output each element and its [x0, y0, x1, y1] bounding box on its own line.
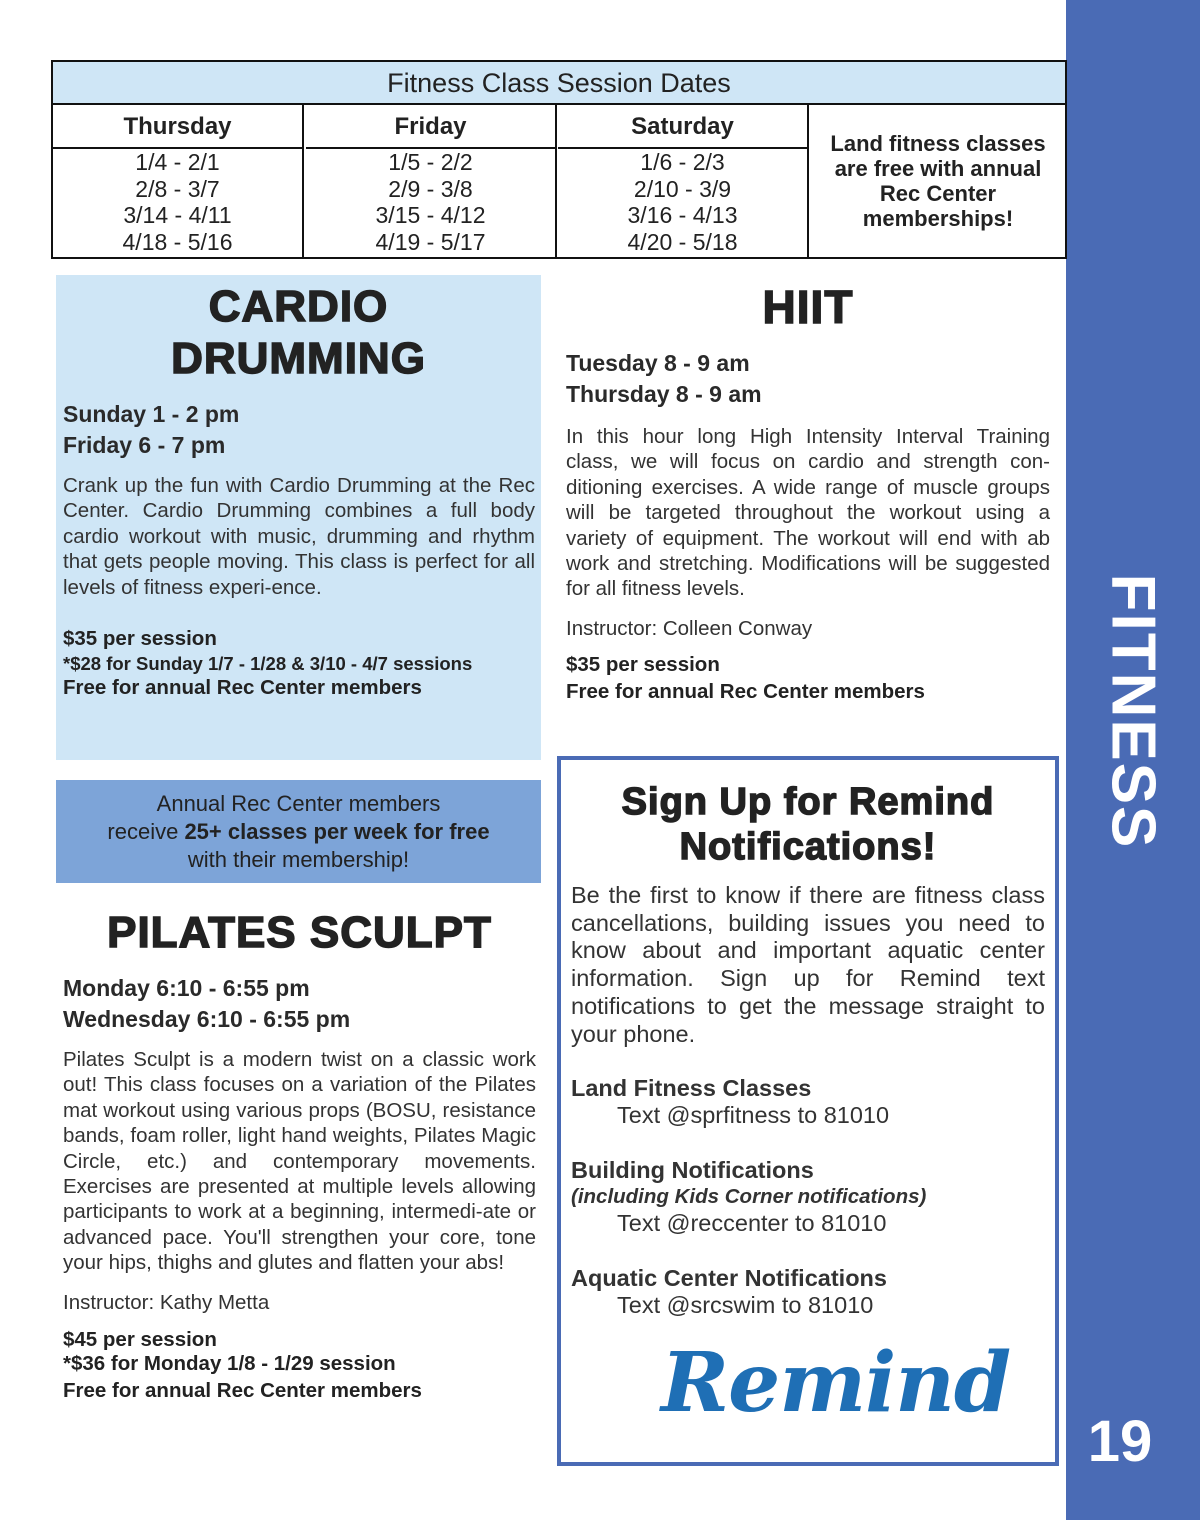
hiit-instructor: Instructor: Colleen Conway	[566, 616, 813, 640]
hiit-time: Tuesday 8 - 9 am	[566, 350, 750, 376]
section-label	[1066, 566, 1200, 856]
friday-column	[306, 105, 557, 257]
aquatic-text: Text @srcswim to 81010	[617, 1292, 874, 1319]
session-date: 3/15 - 4/12	[375, 202, 486, 228]
banner-line2-pre: receive	[107, 819, 185, 844]
cardio-drumming-panel	[56, 275, 541, 760]
saturday-header: Saturday	[558, 105, 807, 149]
session-dates-table	[51, 60, 1067, 259]
cardio-title	[56, 281, 541, 385]
cardio-title-line2: DRUMMING	[171, 334, 426, 383]
session-date: 4/18 - 5/16	[122, 228, 233, 255]
cardio-price: $35 per session	[63, 627, 217, 651]
thursday-header: Thursday	[53, 105, 302, 149]
pilates-sculpt-section	[63, 905, 536, 1403]
cardio-description: Crank up the fun with Cardio Drumming at the Rec Center. Cardio Drumming combines a full body cardio workout with music, drumming and rhythm that gets people moving. This class is perfect for all levels of fitness experi-ence.	[63, 474, 535, 599]
banner-line2	[56, 818, 541, 846]
building-text: Text @reccenter to 81010	[617, 1210, 887, 1237]
building-subheading: (including Kids Corner notifications)	[571, 1185, 927, 1209]
remind-title-line2: Notifications!	[679, 826, 937, 868]
hiit-description: In this hour long High Intensity Interval Training class, we will focus on cardio and strength con-ditioning exercises. A wide range of muscle groups will be targeted throughout the workout using a variety of equipment. The workout will end with ab work and stretching. Modifications will be suggested for all fitness levels.	[566, 425, 1050, 601]
hiit-section	[566, 278, 1050, 704]
pilates-instructor: Instructor: Kathy Metta	[63, 1290, 270, 1314]
remind-title-line1: Sign Up for Remind	[621, 781, 995, 823]
pilates-discount: *$36 for Monday 1/8 - 1/29 session	[63, 1352, 396, 1376]
session-date: 1/4 - 2/1	[135, 149, 220, 175]
banner-line2-bold: 25+ classes per week for free	[184, 819, 490, 844]
building-heading: Building Notifications	[571, 1157, 814, 1184]
hiit-price: $35 per session	[566, 653, 720, 677]
aquatic-heading: Aquatic Center Notifications	[571, 1265, 887, 1292]
banner-line3: with their membership!	[187, 847, 410, 872]
remind-title	[571, 780, 1045, 870]
session-date: 4/19 - 5/17	[375, 228, 486, 255]
land-fitness-heading: Land Fitness Classes	[571, 1075, 812, 1102]
pilates-title: PILATES SCULPT	[107, 908, 492, 957]
cardio-time: Sunday 1 - 2 pm	[63, 401, 240, 427]
section-label-text: FITNESS	[1098, 573, 1168, 849]
cardio-discount: *$28 for Sunday 1/7 - 1/28 & 3/10 - 4/7 sessions	[63, 653, 473, 675]
cardio-free: Free for annual Rec Center members	[63, 676, 422, 700]
hiit-free: Free for annual Rec Center members	[566, 680, 925, 704]
saturday-column	[558, 105, 809, 257]
cardio-time: Friday 6 - 7 pm	[63, 432, 226, 458]
banner-line1: Annual Rec Center members	[156, 791, 441, 816]
session-date: 3/16 - 4/13	[627, 202, 738, 228]
cardio-title-line1: CARDIO	[208, 282, 389, 331]
pilates-time: Wednesday 6:10 - 6:55 pm	[63, 1006, 351, 1032]
session-dates-title: Fitness Class Session Dates	[53, 62, 1065, 105]
session-date: 1/5 - 2/2	[388, 149, 473, 175]
pilates-time: Monday 6:10 - 6:55 pm	[63, 975, 310, 1001]
pilates-price: $45 per session	[63, 1328, 217, 1352]
pilates-free: Free for annual Rec Center members	[63, 1379, 422, 1403]
session-date: 2/9 - 3/8	[388, 175, 473, 202]
session-date: 3/14 - 4/11	[123, 202, 232, 228]
pilates-description: Pilates Sculpt is a modern twist on a classic work out! This class focuses on a variation of the Pilates mat workout using various props (BOSU, resistance bands, foam roller, light hand weights, Pilates Magic Circle, etc.) and contemporary movements. Exercises are presented at multiple levels allowing participants to work at a beginning, intermedi-ate or advanced pace. You'll strengthen your core, tone your hips, thighs and glutes and flatten your abs!	[63, 1048, 536, 1275]
membership-note: Land fitness classes are free with annual Rec Center memberships!	[830, 131, 1046, 231]
annual-members-banner	[56, 780, 541, 883]
hiit-title: HIIT	[762, 281, 854, 333]
session-date: 4/20 - 5/18	[627, 228, 738, 255]
land-fitness-text: Text @sprfitness to 81010	[617, 1102, 890, 1129]
session-date: 1/6 - 2/3	[640, 149, 725, 175]
remind-description: Be the first to know if there are fitness class cancellations, building issues you need to know about and important aquatic center information. Sign up for Remind text notifications to get the message straight to your phone.	[571, 882, 1045, 1047]
page-number: 19	[1087, 1409, 1153, 1474]
thursday-column	[53, 105, 304, 257]
remind-logo: Remind	[661, 1335, 1011, 1431]
friday-header: Friday	[306, 105, 555, 149]
remind-signup-box	[557, 756, 1059, 1466]
hiit-time: Thursday 8 - 9 am	[566, 381, 762, 407]
session-date: 2/10 - 3/9	[633, 175, 732, 202]
session-date: 2/8 - 3/7	[135, 175, 220, 202]
